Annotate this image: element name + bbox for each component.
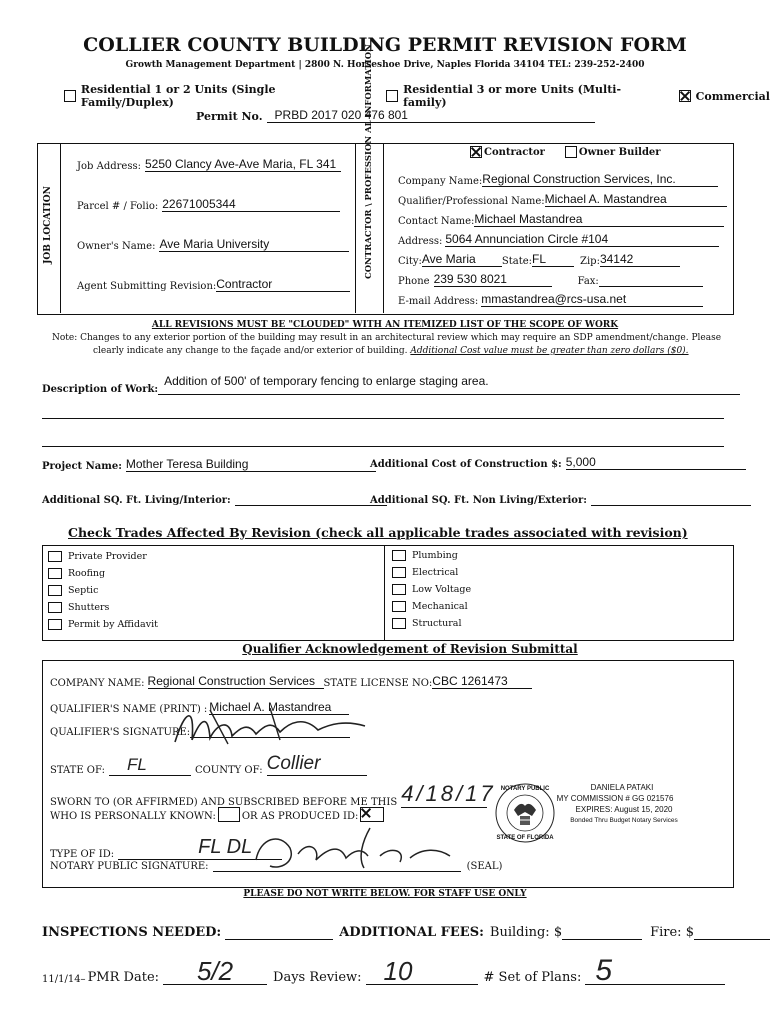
staff-row-2 — [42, 954, 725, 987]
pmr-date-label: PMR Date: — [87, 970, 160, 985]
qualifier-row — [398, 192, 727, 207]
q-county-label: COUNTY OF: — [194, 765, 263, 776]
q-company-label: COMPANY NAME: — [50, 678, 145, 689]
trade-plumbing[interactable]: Plumbing — [392, 547, 471, 564]
inspections-field[interactable] — [225, 938, 333, 940]
q-typeid-row — [50, 836, 282, 860]
notary-expires: EXPIRES: August 15, 2020 — [575, 805, 673, 814]
checkbox-personally-known[interactable] — [218, 807, 240, 822]
form-subtitle: Growth Management Department | 2800 N. Horseshoe Drive, Naples Florida 34104 TEL: 239-252-2400 — [125, 60, 645, 70]
q-print-label: QUALIFIER'S NAME (PRINT) : — [50, 704, 208, 715]
notary-commission-block — [540, 782, 690, 826]
set-of-plans-label: # Set of Plans: — [483, 970, 582, 985]
q-license-label: STATE LICENSE NO: — [323, 678, 433, 689]
q-state-field[interactable]: FL — [109, 755, 191, 776]
email-label: E-mail Address: — [398, 296, 479, 307]
cost-row — [370, 455, 746, 470]
project-row — [42, 457, 376, 472]
trades-right-column — [392, 547, 471, 632]
qualifier-label: Qualifier/Professional Name: — [398, 196, 545, 207]
q-typeid-field[interactable]: FL DL — [118, 836, 282, 860]
description-line-2[interactable] — [42, 418, 724, 419]
project-label: Project Name: — [42, 461, 122, 472]
address-label: Address: — [398, 236, 443, 247]
project-field[interactable]: Mother Teresa Building — [126, 457, 376, 472]
phone-field[interactable]: 239 530 8021 — [434, 272, 552, 287]
job-location-side-label: JOB LOCATION — [43, 186, 53, 264]
q-sworn-field[interactable]: 4/18/17 — [401, 781, 496, 806]
cost-field[interactable]: 5,000 — [566, 455, 746, 470]
sqft-nonliving-label: Additional SQ. Ft. Non Living/Exterior: — [370, 495, 587, 506]
q-produced-label: OR AS PRODUCED ID: — [241, 811, 359, 822]
revision-note-line1: Note: Changes to any exterior portion of the building may result in an architectural review which may require an SDP amendment/change. Please — [52, 333, 722, 343]
parcel-label: Parcel # / Folio: — [77, 201, 159, 212]
company-field[interactable]: Regional Construction Services, Inc. — [482, 172, 718, 187]
inspections-label: INSPECTIONS NEEDED: — [42, 925, 222, 940]
trade-mechanical[interactable]: Mechanical — [392, 598, 471, 615]
company-row — [398, 172, 718, 187]
checkbox-septic[interactable] — [48, 585, 62, 596]
city-row — [398, 252, 680, 267]
revision-note-line2: clearly indicate any change to the façade and/or exterior of building. Additional Cost value must be greater than zero dollars ($0). — [93, 346, 689, 356]
set-of-plans-field[interactable]: 5 — [585, 958, 725, 985]
description-line-3[interactable] — [42, 446, 724, 447]
address-field[interactable]: 5064 Annunciation Circle #104 — [445, 232, 719, 247]
fax-field[interactable] — [599, 286, 703, 287]
email-field[interactable]: mmastandrea@rcs-usa.net — [481, 292, 703, 307]
seal-text-bottom: STATE OF FLORIDA — [496, 835, 554, 841]
q-state-label: STATE OF: — [50, 765, 105, 776]
trade-electrical[interactable]: Electrical — [392, 564, 471, 581]
trade-permit-affidavit[interactable]: Permit by Affidavit — [48, 616, 158, 633]
q-company-row — [50, 674, 532, 689]
permit-number-label: Permit No. — [196, 110, 263, 123]
staff-only-heading: PLEASE DO NOT WRITE BELOW. FOR STAFF USE ONLY — [243, 889, 527, 899]
trade-septic[interactable]: Septic — [48, 582, 158, 599]
checkbox-low-voltage[interactable] — [392, 584, 406, 595]
sqft-living-field[interactable] — [235, 493, 387, 506]
q-sworn-row — [50, 781, 496, 808]
agent-row — [77, 277, 350, 292]
permit-number-field[interactable]: PRBD 2017 020 476 801 — [267, 108, 595, 123]
job-address-label: Job Address: — [77, 161, 141, 172]
trade-structural[interactable]: Structural — [392, 615, 471, 632]
q-company-field[interactable]: Regional Construction Services — [148, 674, 324, 689]
revision-note-cost: Additional Cost value must be greater than zero dollars ($0). — [410, 346, 689, 356]
q-print-field[interactable]: Michael A. Mastandrea — [209, 700, 349, 715]
checkbox-residential-3plus[interactable] — [386, 90, 398, 102]
checkbox-shutters[interactable] — [48, 602, 62, 613]
q-state-row — [50, 753, 367, 776]
q-signature-label: QUALIFIER'S SIGNATURE: — [50, 727, 191, 738]
job-address-row — [77, 157, 341, 172]
agent-field[interactable]: Contractor — [216, 277, 350, 292]
divider — [60, 143, 61, 313]
checkbox-roofing[interactable] — [48, 568, 62, 579]
agent-label: Agent Submitting Revision: — [77, 281, 217, 292]
cost-label: Additional Cost of Construction $: — [370, 459, 562, 470]
building-label: Building: $ — [489, 925, 563, 940]
type-commercial[interactable]: Commercial — [679, 90, 770, 103]
sqft-nonliving-field[interactable] — [591, 493, 751, 506]
sqft-living-label: Additional SQ. Ft. Living/Interior: — [42, 495, 231, 506]
checkbox-plumbing[interactable] — [392, 550, 406, 561]
owner-field[interactable]: Ave Maria University — [159, 237, 349, 252]
notary-signature-image — [250, 818, 470, 878]
permit-type-row — [64, 83, 770, 109]
pmr-date-field[interactable]: 5/2 — [163, 958, 267, 985]
zip-label: Zip: — [580, 256, 600, 267]
contractor-side-label: CONTRACTOR \ PROFESSION AL INFORMATION — [364, 44, 374, 279]
owner-builder-option[interactable]: Owner Builder — [565, 146, 661, 158]
trades-divider — [384, 545, 385, 641]
phone-row — [398, 272, 703, 287]
days-review-label: Days Review: — [273, 970, 362, 985]
parcel-field[interactable]: 22671005344 — [162, 197, 340, 212]
phone-label: Phone — [398, 276, 430, 287]
q-license-field[interactable]: CBC 1261473 — [432, 674, 532, 689]
qualifier-field[interactable]: Michael A. Mastandrea — [545, 192, 727, 207]
contractor-type-row — [470, 146, 661, 158]
checkbox-contractor[interactable] — [470, 146, 482, 158]
notary-bonded: Bonded Thru Budget Notary Services — [570, 817, 678, 824]
checkbox-owner-builder[interactable] — [565, 146, 577, 158]
zip-field[interactable]: 34142 — [600, 252, 680, 267]
checkbox-residential-1-2[interactable] — [64, 90, 76, 102]
company-label: Company Name: — [398, 176, 483, 187]
notary-commission: MY COMMISSION # GG 021576 — [556, 794, 674, 803]
q-notary-sig-label: NOTARY PUBLIC SIGNATURE: — [50, 861, 209, 872]
days-review-field[interactable]: 10 — [366, 958, 478, 985]
type-residential-1-2[interactable]: Residential 1 or 2 Units (Single Family/Duplex) — [64, 83, 370, 109]
checkbox-permit-affidavit[interactable] — [48, 619, 62, 630]
qualifier-signature-image — [170, 700, 370, 750]
state-field[interactable]: FL — [532, 252, 574, 267]
contact-label: Contact Name: — [398, 216, 475, 227]
qualifier-heading: Qualifier Acknowledgement of Revision Submittal — [242, 642, 578, 656]
trade-low-voltage[interactable]: Low Voltage — [392, 581, 471, 598]
staff-row-1 — [42, 925, 770, 940]
form-title: COLLIER COUNTY BUILDING PERMIT REVISION FORM — [83, 34, 687, 56]
fees-label: ADDITIONAL FEES: — [339, 925, 484, 940]
revision-notice-heading: ALL REVISIONS MUST BE "CLOUDED" WITH AN ITEMIZED LIST OF THE SCOPE OF WORK — [151, 320, 619, 330]
q-county-field[interactable]: Collier — [267, 753, 367, 776]
parcel-row — [77, 197, 340, 212]
trades-heading: Check Trades Affected By Revision (check all applicable trades associated with revision) — [68, 525, 688, 540]
checkbox-mechanical[interactable] — [392, 601, 406, 612]
divider — [355, 143, 356, 313]
trade-private-provider[interactable]: Private Provider — [48, 548, 158, 565]
city-field[interactable]: Ave Maria — [422, 252, 502, 267]
q-sworn-label: SWORN TO (OR AFFIRMED) AND SUBSCRIBED BEFORE ME THIS — [50, 797, 398, 808]
description-row — [42, 374, 740, 395]
permit-number-row — [196, 108, 595, 123]
q-typeid-label: TYPE OF ID: — [50, 849, 115, 860]
owner-label: Owner's Name: — [77, 241, 156, 252]
trades-left-column — [48, 548, 158, 633]
contact-field[interactable]: Michael Mastandrea — [474, 212, 724, 227]
address-row — [398, 232, 719, 247]
fax-label: Fax: — [577, 276, 599, 287]
email-row — [398, 292, 703, 307]
checkbox-commercial[interactable] — [679, 90, 691, 102]
divider — [383, 143, 384, 313]
fire-label: Fire: $ — [650, 925, 694, 940]
trade-roofing[interactable]: Roofing — [48, 565, 158, 582]
trade-shutters[interactable]: Shutters — [48, 599, 158, 616]
sqft-living-row — [42, 493, 387, 506]
type-residential-3plus[interactable]: Residential 3 or more Units (Multi-family) — [386, 83, 662, 109]
building-fee-field[interactable] — [562, 938, 642, 940]
city-label: City: — [398, 256, 422, 267]
contractor-option[interactable]: Contractor — [470, 146, 545, 158]
checkbox-electrical[interactable] — [392, 567, 406, 578]
form-revision-date: 11/1/14– — [42, 974, 86, 985]
notary-name: DANIELA PATAKI — [590, 783, 654, 792]
fire-fee-field[interactable] — [694, 938, 770, 940]
state-label: State: — [501, 256, 533, 267]
contact-row — [398, 212, 724, 227]
description-label: Description of Work: — [42, 384, 159, 395]
checkbox-private-provider[interactable] — [48, 551, 62, 562]
seal-label: (SEAL) — [466, 861, 503, 872]
sqft-nonliving-row — [370, 493, 751, 506]
owner-row — [77, 237, 349, 252]
seal-text-top: NOTARY PUBLIC — [500, 786, 550, 792]
job-address-field[interactable]: 5250 Clancy Ave-Ave Maria, FL 341 — [145, 157, 341, 172]
q-known-label: WHO IS PERSONALLY KNOWN: — [50, 811, 216, 822]
checkbox-structural[interactable] — [392, 618, 406, 629]
description-field[interactable]: Addition of 500' of temporary fencing to enlarge staging area. — [158, 374, 740, 395]
